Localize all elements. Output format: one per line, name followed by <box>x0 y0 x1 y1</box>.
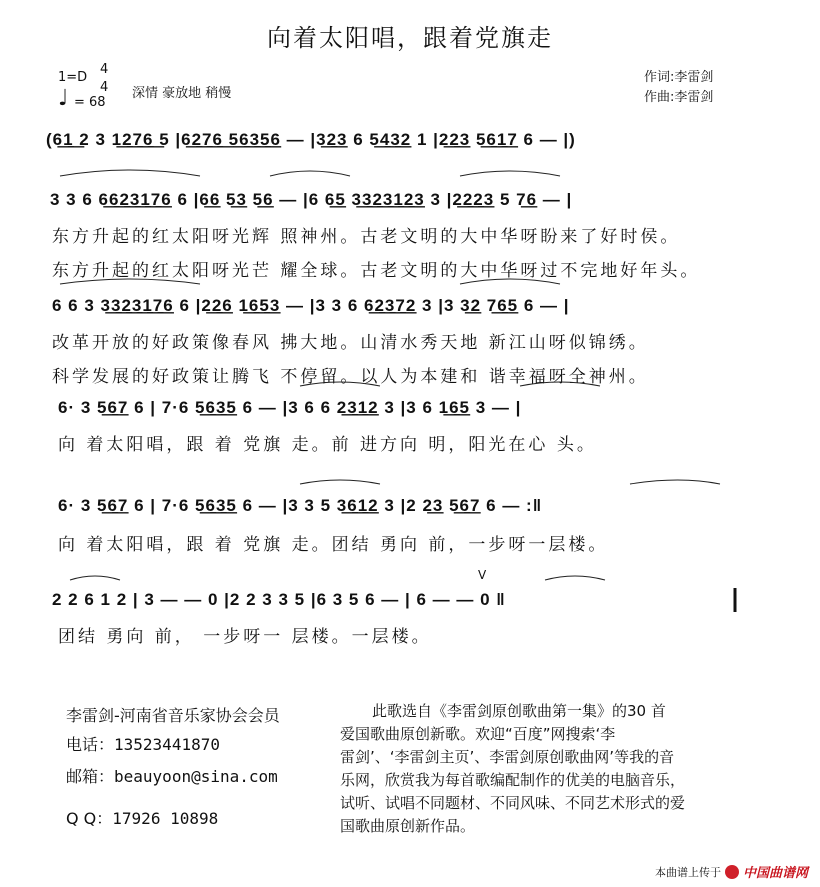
lyric-line-6: 团结 勇向 前， 一步呀一 层楼。一层楼。 <box>58 627 432 647</box>
quarter-note-icon: ♩ <box>58 86 69 111</box>
phone-number: 13523441870 <box>114 735 220 754</box>
slur <box>520 382 600 386</box>
phone-label: 电话： <box>66 735 115 754</box>
lyric-line-5: 向 着太阳唱，跟 着 党旗 走。团结 勇向 前，一步呀一层楼。 <box>58 535 609 555</box>
site-name: 中国曲谱网 <box>742 866 808 881</box>
slur <box>630 480 720 484</box>
qq-number: 17926 10898 <box>112 809 219 828</box>
time-signature-top: 4 <box>100 62 109 77</box>
qq-label: Q Q： <box>66 809 113 828</box>
key-signature: 1=D <box>58 70 88 85</box>
breath-mark: V <box>478 568 487 582</box>
slur <box>300 480 380 484</box>
slur <box>60 170 200 176</box>
slur <box>460 279 560 284</box>
score-line-1: (6͟1͟ 2 3 1͟2͟7͟6͟ 5 |6͟2͟7͟6͟ 5͟6͟3͟5͟6 — |3͟2͟3 6 5͟4͟3͟2 1 |2͟2͟3 5͟6͟1͟7 6 — |) <box>46 130 576 149</box>
lyric-line-3b: 科学发展的好政策让腾飞 不停留。以人为本建和 谐幸福呀全神州。 <box>52 367 649 387</box>
lyric-line-3a: 改革开放的好政策像春风 拂大地。山清水秀天地 新江山呀似锦绣。 <box>52 333 649 353</box>
lyricist-credit: 作词:李雷剑 <box>644 70 714 85</box>
lyric-line-4: 向 着太阳唱，跟 着 党旗 走。前 进方向 明，阳光在心 头。 <box>58 435 597 455</box>
intro-line: 乐网，欣赏我为每首歌编配制作的优美的电脑音乐， <box>340 771 686 789</box>
time-signature-bottom: 4 <box>100 80 109 95</box>
score-line-3: 6 6 3 3͟3͟2͟3͟1͟7͟6 6 |2͟2͟6 1͟6͟5͟3 — |3 3 6 6͟2͟3͟7͟2 3 |3 3͟2 7͟6͟5 6 — | <box>52 296 570 315</box>
page-title: 向着太阳唱，跟着党旗走 <box>267 24 553 52</box>
intro-line: 国歌曲原创新作品。 <box>340 817 476 835</box>
slur <box>460 171 560 176</box>
intro-line: 爱国歌曲原创新歌。欢迎“百度”网搜索‘李 <box>340 725 616 743</box>
intro-line: 此歌选自《李雷剑原创歌曲第一集》的30 首 <box>372 702 666 720</box>
email-address: beauyoon@sina.com <box>114 767 278 786</box>
lyric-line-2a: 东方升起的红太阳呀光辉 照神州。古老文明的大中华呀盼来了好时侯。 <box>52 227 681 247</box>
slur <box>545 576 605 580</box>
upload-note: 本曲谱上传于 <box>654 865 721 879</box>
composer-credit: 作曲:李雷剑 <box>644 90 714 105</box>
lyric-line-2b: 东方升起的红太阳呀光芒 耀全球。古老文明的大中华呀过不完地好年头。 <box>52 261 701 281</box>
score-line-4: 6· 3 5͟6͟7 6 | 7·6 5͟6͟3͟5 6 — |3 6 6 2͟3͟1͟2 3 |3 6 1͟6͟5 3 — | <box>58 398 522 417</box>
slur <box>60 279 200 284</box>
score-line-6: 2 2 6 1 2 | 3 — — 0 |2 2 3 3 5 |6 3 5 6 — | 6 — — 0 ‖ <box>52 590 506 609</box>
score-line-5: 6· 3 5͟6͟7 6 | 7·6 5͟6͟3͟5 6 — |3 3 5 3͟6͟1͟2 3 |2 2͟3 5͟6͟7 6 — :‖ <box>58 496 543 515</box>
slur <box>270 171 350 176</box>
score-line-2: 3 3 6 6͟6͟2͟3͟1͟7͟6 6 |6͟6 5͟3 5͟6 — |6 6͟5 3͟3͟2͟3͟1͟2͟3 3 |2͟2͟2͟3 5 7͟6 — | <box>50 190 573 209</box>
intro-line: 雷剑’、‘李雷剑主页’、李雷剑原创歌曲网’等我的音 <box>340 748 675 766</box>
slur <box>70 576 120 580</box>
tempo-value: = 68 <box>74 95 106 110</box>
author-affiliation: 李雷剑-河南省音乐家协会会员 <box>66 706 280 725</box>
intro-line: 试听、试唱不同题材、不同风味、不同艺术形式的爱 <box>340 794 686 812</box>
expression-mark: 深情 豪放地 稍慢 <box>132 86 232 101</box>
email-label: 邮箱： <box>66 767 115 786</box>
slur <box>300 382 380 386</box>
